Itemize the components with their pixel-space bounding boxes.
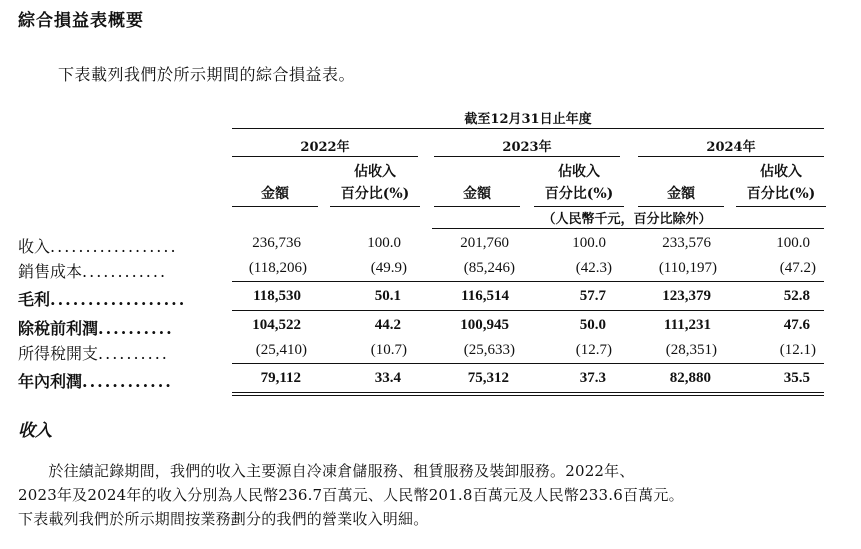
cell: 236,736 xyxy=(252,235,301,251)
cell: 111,231 xyxy=(663,317,711,333)
cell: (85,246) xyxy=(463,260,515,276)
col-amount-2023: 金額 xyxy=(463,186,491,202)
cell: 50.1 xyxy=(374,288,401,304)
subtotal-rule xyxy=(232,281,824,282)
intro-text: 下表載列我們於所示期間的綜合損益表。 xyxy=(58,65,356,84)
col-pct-2024-line1: 佔收入 xyxy=(760,164,802,180)
cell: 100.0 xyxy=(572,235,606,251)
cell: 100,945 xyxy=(460,317,509,333)
cell: 35.5 xyxy=(783,370,810,386)
col-amount-2024-rule xyxy=(638,206,724,207)
col-pct-2023-line2: 百分比(%) xyxy=(544,186,614,202)
cell: 233,576 xyxy=(662,235,711,251)
col-pct-2023-rule xyxy=(534,206,624,207)
cell: 33.4 xyxy=(374,370,401,386)
table-row-label: 銷售成本............ xyxy=(18,262,168,281)
cell: 116,514 xyxy=(461,288,509,304)
cell: 52.8 xyxy=(783,288,810,304)
cell: 50.0 xyxy=(579,317,606,333)
col-amount-2024: 金額 xyxy=(667,186,695,202)
total-rule-bottom xyxy=(232,395,824,396)
subtotal-rule xyxy=(232,363,824,364)
table-row-label: 所得稅開支.......... xyxy=(18,344,169,363)
table-row-label: 毛利.................. xyxy=(18,290,187,309)
col-amount-2022: 金額 xyxy=(261,186,289,202)
page-title: 綜合損益表概要 xyxy=(18,11,144,31)
period-rule xyxy=(232,128,824,129)
cell: 118,530 xyxy=(253,288,301,304)
cell: (47.2) xyxy=(779,260,816,276)
year-2023-rule xyxy=(434,156,620,157)
cell: 104,522 xyxy=(252,317,301,333)
table-row-label: 收入.................. xyxy=(18,237,178,256)
col-pct-2022-line1: 佔收入 xyxy=(354,164,396,180)
units-rule xyxy=(432,228,824,229)
cell: (118,206) xyxy=(248,260,307,276)
cell: 47.6 xyxy=(783,317,810,333)
period-header: 截至12月31日止年度 xyxy=(464,112,592,127)
col-pct-2022-rule xyxy=(330,206,420,207)
cell: 100.0 xyxy=(776,235,810,251)
section-title: 收入 xyxy=(18,421,52,441)
year-2022: 2022年 xyxy=(300,140,350,155)
cell: (25,633) xyxy=(463,342,515,358)
paragraph-line: 於往績記錄期間，我們的收入主要源自冷凍倉儲服務、租賃服務及裝卸服務。2022年、 xyxy=(18,462,635,480)
table-row-label: 年內利潤............ xyxy=(18,372,173,391)
cell: 44.2 xyxy=(374,317,401,333)
cell: (42.3) xyxy=(575,260,612,276)
cell: (10.7) xyxy=(370,342,407,358)
year-2024-rule xyxy=(638,156,824,157)
col-pct-2024-rule xyxy=(736,206,826,207)
cell: (12.7) xyxy=(575,342,612,358)
cell: (12.1) xyxy=(779,342,816,358)
cell: 100.0 xyxy=(367,235,401,251)
paragraph-line: 下表載列我們於所示期間按業務劃分的我們的營業收入明細。 xyxy=(18,510,429,528)
col-pct-2023-line1: 佔收入 xyxy=(558,164,600,180)
subtotal-rule xyxy=(232,310,824,311)
cell: 57.7 xyxy=(579,288,606,304)
year-2022-rule xyxy=(232,156,418,157)
cell: 37.3 xyxy=(579,370,606,386)
year-2024: 2024年 xyxy=(706,140,756,155)
cell: 82,880 xyxy=(669,370,711,386)
cell: 201,760 xyxy=(460,235,509,251)
cell: (28,351) xyxy=(665,342,717,358)
col-amount-2023-rule xyxy=(434,206,520,207)
cell: 79,112 xyxy=(260,370,301,386)
total-rule-top xyxy=(232,392,824,393)
cell: (49.9) xyxy=(370,260,407,276)
col-pct-2024-line2: 百分比(%) xyxy=(746,186,816,202)
cell: (110,197) xyxy=(658,260,717,276)
paragraph-line: 2023年及2024年的收入分別為人民幣236.7百萬元、人民幣201.8百萬元及人民幣233.6百萬元。 xyxy=(18,486,684,504)
cell: 123,379 xyxy=(662,288,711,304)
table-row-label: 除稅前利潤.......... xyxy=(18,319,174,338)
col-amount-2022-rule xyxy=(232,206,318,207)
year-2023: 2023年 xyxy=(502,140,552,155)
cell: 75,312 xyxy=(467,370,509,386)
units-note: （人民幣千元，百分比除外） xyxy=(542,212,712,227)
cell: (25,410) xyxy=(255,342,307,358)
col-pct-2022-line2: 百分比(%) xyxy=(340,186,410,202)
